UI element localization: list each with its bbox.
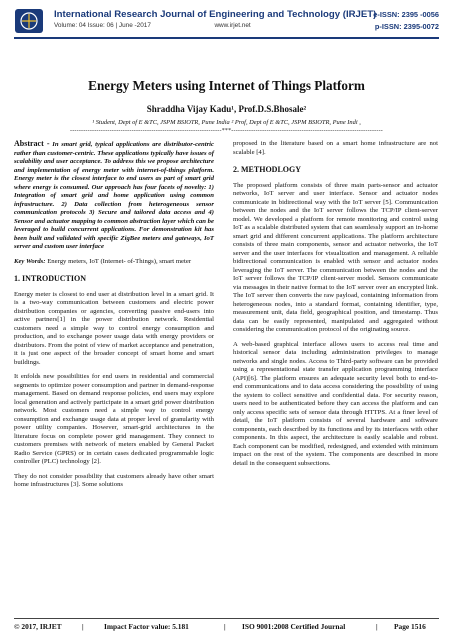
- volume-issue: Volume: 04 Issue: 06 | June -2017: [54, 22, 151, 29]
- keywords-text: Energy meters, IoT (Internet- of-Things), smart meter: [47, 257, 192, 265]
- footer-impact-factor: Impact Factor value: 5.181: [104, 622, 189, 631]
- abstract: [14, 140, 214, 252]
- paper-authors: Shraddha Vijay Kadu¹, Prof.D.S.Bhosale²: [146, 104, 307, 114]
- volume-info: [54, 22, 251, 29]
- p-issn: p-ISSN: 2395-0072: [374, 22, 439, 31]
- paper-title: Energy Meters using Internet of Things Platform: [88, 78, 365, 93]
- header-rule: [14, 37, 439, 39]
- footer-divider: |: [376, 622, 378, 631]
- e-issn: e-ISSN: 2395 -0056: [373, 10, 439, 19]
- journal-website: www.irjet.net: [214, 22, 251, 29]
- intro-paragraph-1: Energy meter is closest to end user at distribution level in a smart grid. It is a two-way communication between customers and electric power distribution companies or agencies, converting passive end-users into active partners[1] in the power distribution network. Residential customers need a simple way to control energy consumption and production, and to exchange power usage data with energy providers or distributors. From the point of view of market acceptance and penetration, it is just one aspect of the broader concept of smart home and smart buildings.: [14, 290, 214, 366]
- keywords-label: Key Words:: [14, 257, 46, 265]
- footer-iso: ISO 9001:2008 Certified Journal: [242, 622, 346, 631]
- left-column: [14, 140, 214, 496]
- method-paragraph-1: The proposed platform consists of three main parts-sensor and actuator networks, IoT server and user interface. Sensor and actuator nodes communicate in bidirectional way with the IoT server [5]. Communication between the nodes and the IoT server follows the TCP/IP client-server model. We developed a platform for remote monitoring and control using IoT as a scalable distributed system that can seamlessly support an in-home smart grid and different concurrent applications. The platform architecture consists of three main components, sensor and actuator networks, the IoT server and the user interfaces for visualization and management. A reliable bidirectional communication is enabled with sensor and actuator nodes leveraging the IoT server. The communication between the nodes and the IoT server follows the TCP/IP client-server model. Sensors communicate via messages in their native format to the IoT server over an encrypted link. The IoT server then converts the raw payload, containing information from heterogeneous nodes, into a standard format, containing identifier, type, measurement unit, data field, geographical position, and timestamp. Thus data can be easily represented, manipulated and aggregated without considering the communication protocol of the originating source.: [233, 181, 438, 333]
- keywords: [14, 258, 214, 267]
- introduction-heading: 1. INTRODUCTION: [14, 274, 87, 283]
- right-column: [233, 140, 438, 474]
- continued-paragraph: proposed in the literature based on a smart home infrastructure are not scalable [4].: [233, 140, 438, 156]
- abstract-label: Abstract -: [14, 139, 50, 148]
- intro-paragraph-2: It enfolds new possibilities for end users in residential and commercial segments to optimize power consumption and partner in demand-response management. Based on demand response policies, end users may explore local generation and actively participate in a smart grid power distribution network. Most customers need a simple way to control energy consumption and exchange usage data at proper level of granularity with power utility companies. However, smart-grid architectures in the literature focus on complete power grid management. They connect to customers premises with network of meters enabled by General Packet Radio Service (GPRS) or in certain cases dedicated programmable logic controller (PLC) technology [2].: [14, 373, 214, 465]
- footer-divider: |: [224, 622, 226, 631]
- intro-paragraph-3: They do not consider possibility that customers already have other smart home infrastructures [3]. Some solutions: [14, 472, 214, 488]
- method-paragraph-2: A web-based graphical interface allows users to access real time and historical sensor data including administration privileges to manage networks and single nodes. Access to Third-party software can be provided using a representational state transfer application programming interface (API)[6]. The platform ensures an adequate security level both to end-to-end communications and to data access considering the possibility of using the system to collect sensitive and confidential data. For security reason, users need to be authenticated before they can access the platform and can only access specific sets of sensor data through HTTPS. At a finer level of detail, the IoT platform consists of several hardware and software components, each described by its functions and by its interfaces with other components. In this aspect, the architecture is easily scalable and robust. Each component can be modified, redesigned, and extended with minimum impact on the rest of the system. The components are described in more detail in the consequent subsections.: [233, 340, 438, 467]
- footer-page-number: Page 1516: [394, 622, 426, 631]
- footer-rule: [14, 618, 439, 619]
- methodology-heading: 2. METHODLOGY: [233, 165, 302, 174]
- irjet-logo-icon: [14, 8, 44, 34]
- journal-title: International Research Journal of Engineering and Technology (IRJET): [54, 9, 377, 20]
- author-affiliation: ¹ Student, Dept of E &TC, JSPM BSIOTR, Pune India ² Prof, Dept of E &TC, JSPM BSIOTR, Pune Indi ,: [92, 119, 361, 126]
- journal-header: [14, 8, 439, 34]
- abstract-text: In smart grid, typical applications are distributor-centric rather than customer-centric. These applications typically have issues of scalability and user acceptance. To address this we propose architecture and implementation of energy meter with internet-of-things platform. Energy meter is the closest interface to end users as part of smart grid where energy is consumed. Our approach has four facets of novelty: 1) Integration of smart grid and home application using common infrastructure. 2) Data collection from heterogeneous sensor communication protocols 3) Secure and tailored data access and 4) Sensor and actuator mapping to common abstraction layer which can be leveraged to build concurrent applications. For demonstration kit has been built and validated with specific ZigBee meters and gateways, IoT server and custom user interface: [14, 141, 215, 250]
- footer-copyright: © 2017, IRJET: [14, 622, 62, 631]
- footer-divider: |: [82, 622, 84, 631]
- section-separator: ---------------------------------------------------------------------***---------------------------------------------------------------------: [70, 128, 383, 134]
